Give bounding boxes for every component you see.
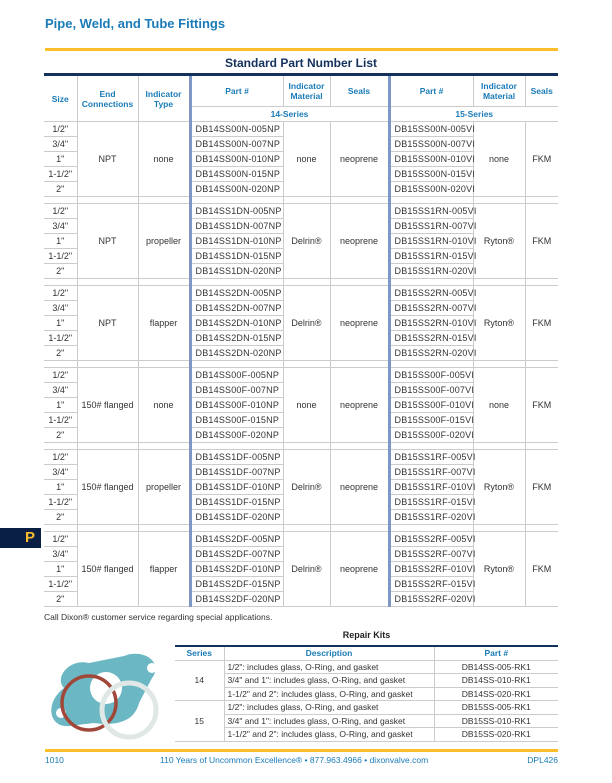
end-connection-cell: NPT (77, 204, 138, 279)
size-cell: 1" (44, 152, 77, 167)
page-number: 1010 (45, 755, 64, 765)
indicator-type-cell: flapper (138, 286, 190, 361)
size-cell: 1" (44, 480, 77, 495)
table-row (44, 286, 558, 301)
kit-part-number: DB15SS-020-RK1 (434, 728, 558, 742)
part-number-15: DB15SS00F-010VI (389, 398, 473, 413)
size-cell: 1-1/2" (44, 495, 77, 510)
size-cell: 3/4" (44, 219, 77, 234)
col-part: Part # (434, 646, 558, 660)
indicator-type-cell: none (138, 368, 190, 443)
col-material-14: Indicator Material (283, 75, 330, 107)
part-number-14: DB14SS00N-020NP (190, 182, 283, 197)
part-number-14: DB14SS00N-015NP (190, 167, 283, 182)
part-number-15: DB15SS00N-007VI (389, 137, 473, 152)
special-applications-note: Call Dixon® customer service regarding special applications. (44, 612, 273, 622)
part-number-14: DB14SS00F-020NP (190, 428, 283, 443)
size-cell: 1-1/2" (44, 331, 77, 346)
part-number-15: DB15SS00F-015VI (389, 413, 473, 428)
seals-15: FKM (525, 368, 558, 443)
part-number-15: DB15SS00N-010VI (389, 152, 473, 167)
end-connection-cell: 150# flanged (77, 532, 138, 607)
size-cell: 1/2" (44, 368, 77, 383)
part-number-15: DB15SS1RN-020VI (389, 264, 473, 279)
table-row (44, 122, 558, 137)
repair-kits-table (175, 645, 558, 742)
part-number-14: DB14SS2DF-020NP (190, 592, 283, 607)
part-number-15: DB15SS2RN-020VI (389, 346, 473, 361)
kit-part-number: DB15SS-010-RK1 (434, 714, 558, 728)
repair-kits-title: Repair Kits (342, 630, 391, 640)
part-number-15: DB15SS1RN-005VI (389, 204, 473, 219)
repair-kit-row (175, 687, 558, 701)
end-connection-cell: NPT (77, 122, 138, 197)
part-number-15: DB15SS2RF-005VI (389, 532, 473, 547)
size-cell: 2" (44, 346, 77, 361)
size-cell: 1" (44, 234, 77, 249)
group-spacer (44, 279, 558, 286)
part-number-15: DB15SS2RN-015VI (389, 331, 473, 346)
col-seals-14: Seals (330, 75, 389, 107)
kit-part-number: DB14SS-010-RK1 (434, 674, 558, 688)
table-title: Standard Part Number List (224, 56, 378, 70)
size-cell: 3/4" (44, 137, 77, 152)
part-number-15: DB15SS1RF-010VI (389, 480, 473, 495)
seals-14: neoprene (330, 204, 389, 279)
size-cell: 1/2" (44, 532, 77, 547)
group-spacer (44, 361, 558, 368)
header-rule (45, 48, 558, 51)
table-row (44, 368, 558, 383)
part-number-15: DB15SS2RF-010VI (389, 562, 473, 577)
kit-description: 1-1/2" and 2": includes glass, O-Ring, and gasket (224, 687, 434, 701)
part-number-14: DB14SS00N-010NP (190, 152, 283, 167)
size-cell: 1-1/2" (44, 249, 77, 264)
part-number-15: DB15SS1RN-007VI (389, 219, 473, 234)
part-number-14: DB14SS00F-010NP (190, 398, 283, 413)
part-number-14: DB14SS1DF-020NP (190, 510, 283, 525)
indicator-material-14: none (283, 122, 330, 197)
group-spacer (44, 525, 558, 532)
part-number-14: DB14SS2DF-007NP (190, 547, 283, 562)
part-number-14: DB14SS2DF-010NP (190, 562, 283, 577)
table-row (44, 450, 558, 465)
kit-description: 1/2": includes glass, O-Ring, and gasket (224, 701, 434, 715)
section-tab-p[interactable]: P (0, 528, 41, 548)
col-series: Series (175, 646, 224, 660)
indicator-material-14: none (283, 368, 330, 443)
part-number-14: DB14SS1DN-007NP (190, 219, 283, 234)
size-cell: 1/2" (44, 204, 77, 219)
part-number-14: DB14SS1DF-007NP (190, 465, 283, 480)
table-row (44, 204, 558, 219)
indicator-material-15: Ryton® (473, 204, 525, 279)
part-number-15: DB15SS2RF-020VI (389, 592, 473, 607)
col-end-connections: End Connections (77, 75, 138, 122)
repair-kit-row (175, 714, 558, 728)
repair-kit-row (175, 728, 558, 742)
size-cell: 1-1/2" (44, 577, 77, 592)
seals-15: FKM (525, 532, 558, 607)
part-number-14: DB14SS00F-015NP (190, 413, 283, 428)
seals-14: neoprene (330, 286, 389, 361)
repair-kit-row (175, 674, 558, 688)
part-number-15: DB15SS1RN-015VI (389, 249, 473, 264)
part-number-14: DB14SS1DF-010NP (190, 480, 283, 495)
size-cell: 1/2" (44, 122, 77, 137)
part-number-14: DB14SS2DF-005NP (190, 532, 283, 547)
seals-15: FKM (525, 286, 558, 361)
end-connection-cell: NPT (77, 286, 138, 361)
section-title: Pipe, Weld, and Tube Fittings (45, 16, 226, 31)
part-number-table (44, 73, 558, 607)
col-description: Description (224, 646, 434, 660)
footer-tagline: 110 Years of Uncommon Excellence® • 877.963.4966 • dixonvalve.com (160, 755, 429, 765)
kit-description: 1-1/2" and 2": includes glass, O-Ring, and gasket (224, 728, 434, 742)
seals-15: FKM (525, 450, 558, 525)
part-number-14: DB14SS2DF-015NP (190, 577, 283, 592)
size-cell: 2" (44, 182, 77, 197)
part-number-15: DB15SS00F-007VI (389, 383, 473, 398)
part-number-14: DB14SS1DN-005NP (190, 204, 283, 219)
seals-14: neoprene (330, 368, 389, 443)
kit-description: 1/2": includes glass, O-Ring, and gasket (224, 660, 434, 674)
size-cell: 3/4" (44, 465, 77, 480)
size-cell: 2" (44, 264, 77, 279)
group-spacer (44, 443, 558, 450)
seals-15: FKM (525, 204, 558, 279)
indicator-material-15: Ryton® (473, 450, 525, 525)
part-number-15: DB15SS2RF-007VI (389, 547, 473, 562)
part-number-14: DB14SS1DN-015NP (190, 249, 283, 264)
col-part-14: Part # (190, 75, 283, 107)
seals-14: neoprene (330, 122, 389, 197)
kit-part-number: DB14SS-005-RK1 (434, 660, 558, 674)
part-number-15: DB15SS1RN-010VI (389, 234, 473, 249)
size-cell: 2" (44, 592, 77, 607)
size-cell: 1-1/2" (44, 413, 77, 428)
col-size: Size (44, 75, 77, 122)
size-cell: 3/4" (44, 301, 77, 316)
part-number-15: DB15SS1RF-005VI (389, 450, 473, 465)
size-cell: 3/4" (44, 383, 77, 398)
part-number-14: DB14SS2DN-015NP (190, 331, 283, 346)
part-number-14: DB14SS2DN-020NP (190, 346, 283, 361)
col-material-15: Indicator Material (473, 75, 525, 107)
size-cell: 3/4" (44, 547, 77, 562)
part-number-15: DB15SS00N-005VI (389, 122, 473, 137)
series-15-label: 15-Series (389, 107, 558, 122)
footer-rule (45, 749, 558, 752)
seals-14: neoprene (330, 532, 389, 607)
indicator-material-15: Ryton® (473, 286, 525, 361)
part-number-15: DB15SS00N-015VI (389, 167, 473, 182)
series-cell: 14 (175, 660, 224, 701)
series-cell: 15 (175, 701, 224, 742)
indicator-material-15: Ryton® (473, 532, 525, 607)
indicator-type-cell: flapper (138, 532, 190, 607)
size-cell: 1" (44, 316, 77, 331)
kit-description: 3/4" and 1": includes glass, O-Ring, and gasket (224, 714, 434, 728)
repair-kit-row (175, 701, 558, 715)
indicator-type-cell: propeller (138, 204, 190, 279)
repair-kit-row (175, 660, 558, 674)
indicator-material-14: Delrin® (283, 286, 330, 361)
col-seals-15: Seals (525, 75, 558, 107)
size-cell: 1/2" (44, 450, 77, 465)
part-number-15: DB15SS2RN-005VI (389, 286, 473, 301)
part-number-14: DB14SS2DN-007NP (190, 301, 283, 316)
indicator-material-15: none (473, 122, 525, 197)
size-cell: 2" (44, 510, 77, 525)
size-cell: 1/2" (44, 286, 77, 301)
part-number-15: DB15SS1RF-007VI (389, 465, 473, 480)
part-number-15: DB15SS00F-005VI (389, 368, 473, 383)
kit-description: 3/4" and 1": includes glass, O-Ring, and gasket (224, 674, 434, 688)
part-number-15: DB15SS1RF-015VI (389, 495, 473, 510)
part-number-15: DB15SS00F-020VI (389, 428, 473, 443)
part-number-15: DB15SS2RF-015VI (389, 577, 473, 592)
part-number-14: DB14SS2DN-005NP (190, 286, 283, 301)
indicator-material-14: Delrin® (283, 204, 330, 279)
part-number-14: DB14SS00N-005NP (190, 122, 283, 137)
end-connection-cell: 150# flanged (77, 368, 138, 443)
size-cell: 1" (44, 398, 77, 413)
indicator-type-cell: propeller (138, 450, 190, 525)
indicator-material-14: Delrin® (283, 532, 330, 607)
part-number-15: DB15SS1RF-020VI (389, 510, 473, 525)
part-number-15: DB15SS2RN-010VI (389, 316, 473, 331)
group-spacer (44, 197, 558, 204)
part-number-14: DB14SS00F-007NP (190, 383, 283, 398)
indicator-type-cell: none (138, 122, 190, 197)
kit-part-number: DB14SS-020-RK1 (434, 687, 558, 701)
table-row (44, 532, 558, 547)
part-number-14: DB14SS00N-007NP (190, 137, 283, 152)
part-number-14: DB14SS2DN-010NP (190, 316, 283, 331)
series-14-label: 14-Series (190, 107, 389, 122)
seals-15: FKM (525, 122, 558, 197)
part-number-14: DB14SS1DN-020NP (190, 264, 283, 279)
part-number-14: DB14SS1DN-010NP (190, 234, 283, 249)
col-indicator-type: Indicator Type (138, 75, 190, 122)
repair-kit-image (44, 648, 169, 743)
part-number-14: DB14SS00F-005NP (190, 368, 283, 383)
size-cell: 1" (44, 562, 77, 577)
size-cell: 1-1/2" (44, 167, 77, 182)
seals-14: neoprene (330, 450, 389, 525)
size-cell: 2" (44, 428, 77, 443)
part-number-15: DB15SS2RN-007VI (389, 301, 473, 316)
col-part-15: Part # (389, 75, 473, 107)
catalog-code: DPL426 (527, 755, 558, 765)
part-number-14: DB14SS1DF-005NP (190, 450, 283, 465)
kit-part-number: DB15SS-005-RK1 (434, 701, 558, 715)
indicator-material-15: none (473, 368, 525, 443)
part-number-15: DB15SS00N-020VI (389, 182, 473, 197)
part-number-14: DB14SS1DF-015NP (190, 495, 283, 510)
end-connection-cell: 150# flanged (77, 450, 138, 525)
indicator-material-14: Delrin® (283, 450, 330, 525)
